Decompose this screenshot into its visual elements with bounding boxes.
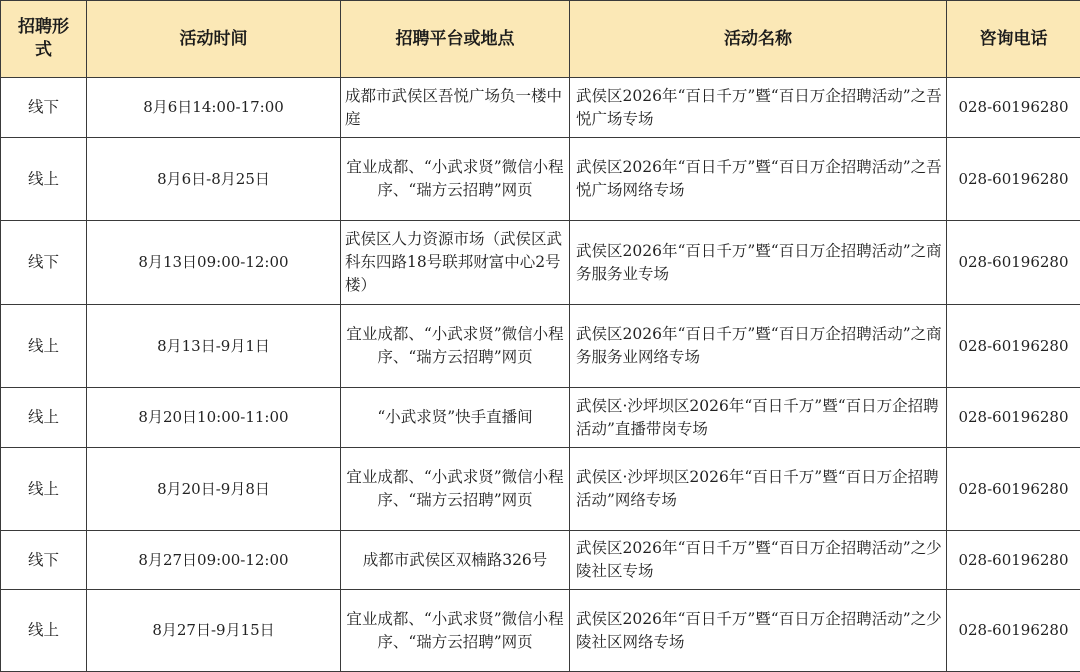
header-name: 活动名称 xyxy=(570,1,947,78)
phone-cell: 028-60196280 xyxy=(947,138,1080,221)
time-cell: 8月13日09:00-12:00 xyxy=(87,221,341,305)
table-row xyxy=(1,531,1080,590)
phone-cell: 028-60196280 xyxy=(947,305,1080,388)
time-cell: 8月20日10:00-11:00 xyxy=(87,388,341,448)
phone-cell: 028-60196280 xyxy=(947,221,1080,305)
activity-name-cell: 武侯区2026年“百日千万”暨“百日万企招聘活动”之少陵社区网络专场 xyxy=(570,590,947,672)
phone-cell: 028-60196280 xyxy=(947,78,1080,138)
header-place: 招聘平台或地点 xyxy=(341,1,570,78)
format-cell: 线上 xyxy=(1,448,87,531)
time-cell: 8月20日-9月8日 xyxy=(87,448,341,531)
place-cell: 宜业成都、“小武求贤”微信小程序、“瑞方云招聘”网页 xyxy=(341,448,570,531)
activity-name-cell: 武侯区2026年“百日千万”暨“百日万企招聘活动”之商务服务业专场 xyxy=(570,221,947,305)
table-row xyxy=(1,448,1080,531)
format-cell: 线下 xyxy=(1,221,87,305)
place-cell: 成都市武侯区双楠路326号 xyxy=(341,531,570,590)
phone-cell: 028-60196280 xyxy=(947,531,1080,590)
phone-cell: 028-60196280 xyxy=(947,590,1080,672)
place-cell: 宜业成都、“小武求贤”微信小程序、“瑞方云招聘”网页 xyxy=(341,138,570,221)
activity-name-cell: 武侯区2026年“百日千万”暨“百日万企招聘活动”之商务服务业网络专场 xyxy=(570,305,947,388)
place-cell: 武侯区人力资源市场（武侯区武科东四路18号联邦财富中心2号楼） xyxy=(341,221,570,305)
format-cell: 线下 xyxy=(1,78,87,138)
table-row xyxy=(1,221,1080,305)
time-cell: 8月13日-9月1日 xyxy=(87,305,341,388)
table-row xyxy=(1,305,1080,388)
format-cell: 线上 xyxy=(1,590,87,672)
activity-name-cell: 武侯区2026年“百日千万”暨“百日万企招聘活动”之吾悦广场网络专场 xyxy=(570,138,947,221)
header-phone: 咨询电话 xyxy=(947,1,1080,78)
time-cell: 8月6日14:00-17:00 xyxy=(87,78,341,138)
place-cell: 宜业成都、“小武求贤”微信小程序、“瑞方云招聘”网页 xyxy=(341,305,570,388)
time-cell: 8月27日09:00-12:00 xyxy=(87,531,341,590)
table-row xyxy=(1,388,1080,448)
header-format: 招聘形式 xyxy=(1,1,87,78)
activity-name-cell: 武侯区2026年“百日千万”暨“百日万企招聘活动”之吾悦广场专场 xyxy=(570,78,947,138)
format-cell: 线上 xyxy=(1,138,87,221)
table-row xyxy=(1,78,1080,138)
activity-name-cell: 武侯区·沙坪坝区2026年“百日千万”暨“百日万企招聘活动”网络专场 xyxy=(570,448,947,531)
header-row xyxy=(1,1,1080,78)
phone-cell: 028-60196280 xyxy=(947,388,1080,448)
activity-name-cell: 武侯区·沙坪坝区2026年“百日千万”暨“百日万企招聘活动”直播带岗专场 xyxy=(570,388,947,448)
format-cell: 线上 xyxy=(1,388,87,448)
table-row xyxy=(1,590,1080,672)
format-cell: 线下 xyxy=(1,531,87,590)
phone-cell: 028-60196280 xyxy=(947,448,1080,531)
place-cell: 宜业成都、“小武求贤”微信小程序、“瑞方云招聘”网页 xyxy=(341,590,570,672)
table-row xyxy=(1,138,1080,221)
format-cell: 线上 xyxy=(1,305,87,388)
activity-name-cell: 武侯区2026年“百日千万”暨“百日万企招聘活动”之少陵社区专场 xyxy=(570,531,947,590)
header-time: 活动时间 xyxy=(87,1,341,78)
time-cell: 8月6日-8月25日 xyxy=(87,138,341,221)
place-cell: “小武求贤”快手直播间 xyxy=(341,388,570,448)
time-cell: 8月27日-9月15日 xyxy=(87,590,341,672)
place-cell: 成都市武侯区吾悦广场负一楼中庭 xyxy=(341,78,570,138)
